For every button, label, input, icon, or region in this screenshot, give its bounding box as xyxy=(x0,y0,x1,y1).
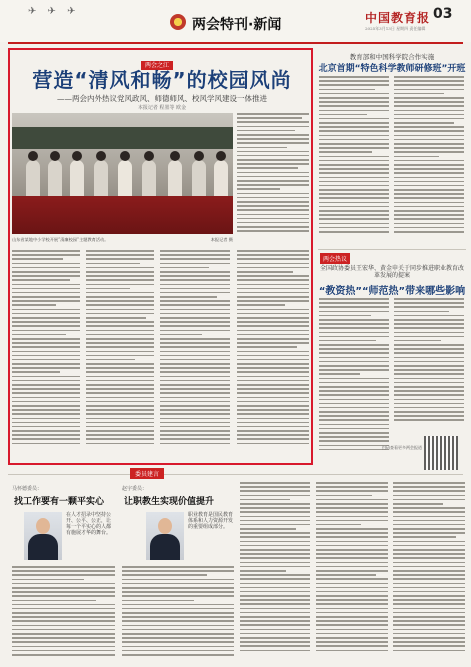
bottom-right-title[interactable]: 让职教生实现价值提升 xyxy=(124,497,215,507)
lead-story-subheadline: ——两会内外热议党风政风、师德师风、校风学风建设一体推进 xyxy=(57,94,267,103)
bottom-right-portrait xyxy=(146,512,184,560)
right-top-column xyxy=(394,76,464,246)
right-mid-kicker: 全国政协委员王宏华、黄金申关于同步推进职业教育改革发展的提案 xyxy=(319,265,464,279)
bottom-left-title[interactable]: 找工作要有一颗平实心 xyxy=(14,497,105,507)
right-mid-headline[interactable]: “教资热”“师范热”带来哪些影响 xyxy=(318,286,466,297)
photo-caption xyxy=(12,237,233,242)
paper-logo: 中国教育报 xyxy=(365,11,431,25)
masthead-decoration: ✈ ✈ ✈ xyxy=(28,6,80,17)
right-mid-column xyxy=(319,298,389,463)
portrait-suit xyxy=(28,534,58,560)
portrait-head xyxy=(36,518,50,534)
right-top-column xyxy=(319,76,389,246)
photo-caption-text: 山东省某地中小学校开展“清廉校园”主题教育活动。 xyxy=(12,237,109,242)
right-mid-tag: 两会热议 xyxy=(320,253,350,264)
right-top-headline[interactable]: 北京首期“特色科学教师研修班”开班 xyxy=(318,64,466,74)
lead-story-column xyxy=(86,250,154,460)
lead-story-column xyxy=(12,250,80,460)
bottom-left-column xyxy=(12,566,115,662)
bottom-column xyxy=(240,482,310,662)
lead-story-column xyxy=(160,250,230,460)
portrait-suit xyxy=(150,534,180,560)
lead-story-column xyxy=(237,113,309,241)
bottom-left-label: 马怀德委员： xyxy=(12,486,43,492)
portrait-head xyxy=(158,518,172,534)
photo-credit: 本报记者 摄 xyxy=(210,237,233,242)
lead-story-tag-label: 两会之江 xyxy=(141,61,173,70)
qr-caption: 扫码查看更多两会报道 xyxy=(382,445,422,450)
qr-code-icon[interactable] xyxy=(424,436,458,470)
bottom-right-label: 赵宇委员： xyxy=(122,486,148,492)
emblem-icon xyxy=(170,14,186,30)
lead-story-photo xyxy=(12,113,233,234)
bottom-right-quote: 职业教育是国民教育体系和人力资源开发的重要组成部分。 xyxy=(188,512,234,530)
bottom-left-quote: 在人才招录中坚持公开、公平、公正，让每一个平实心的人都有施展才华的舞台。 xyxy=(66,512,112,536)
bottom-divider xyxy=(8,474,463,475)
page-number: 03 xyxy=(433,6,453,22)
right-mid-column xyxy=(394,298,464,432)
section-title: 两会特刊·新闻 xyxy=(192,17,282,33)
bottom-column xyxy=(393,482,465,662)
lead-story-column xyxy=(237,250,309,460)
masthead-rule xyxy=(8,42,463,44)
right-column-divider xyxy=(318,249,466,250)
bottom-column xyxy=(316,482,388,662)
publication-info: 2025年3月13日 星期四 责任编辑 xyxy=(365,26,426,31)
lead-story-headline[interactable]: 营造“清风和畅”的校园风尚 xyxy=(32,68,292,92)
bottom-section-tag: 委员建言 xyxy=(130,468,164,479)
photo-red-banner xyxy=(12,196,233,234)
photo-backdrop xyxy=(12,127,233,149)
bottom-right-column xyxy=(122,566,234,662)
lead-story-byline: 本报记者 程墨等 欧金 xyxy=(137,105,187,111)
bottom-left-portrait xyxy=(24,512,62,560)
right-top-kicker: 教育部和中国科学院合作实施 xyxy=(349,53,435,61)
